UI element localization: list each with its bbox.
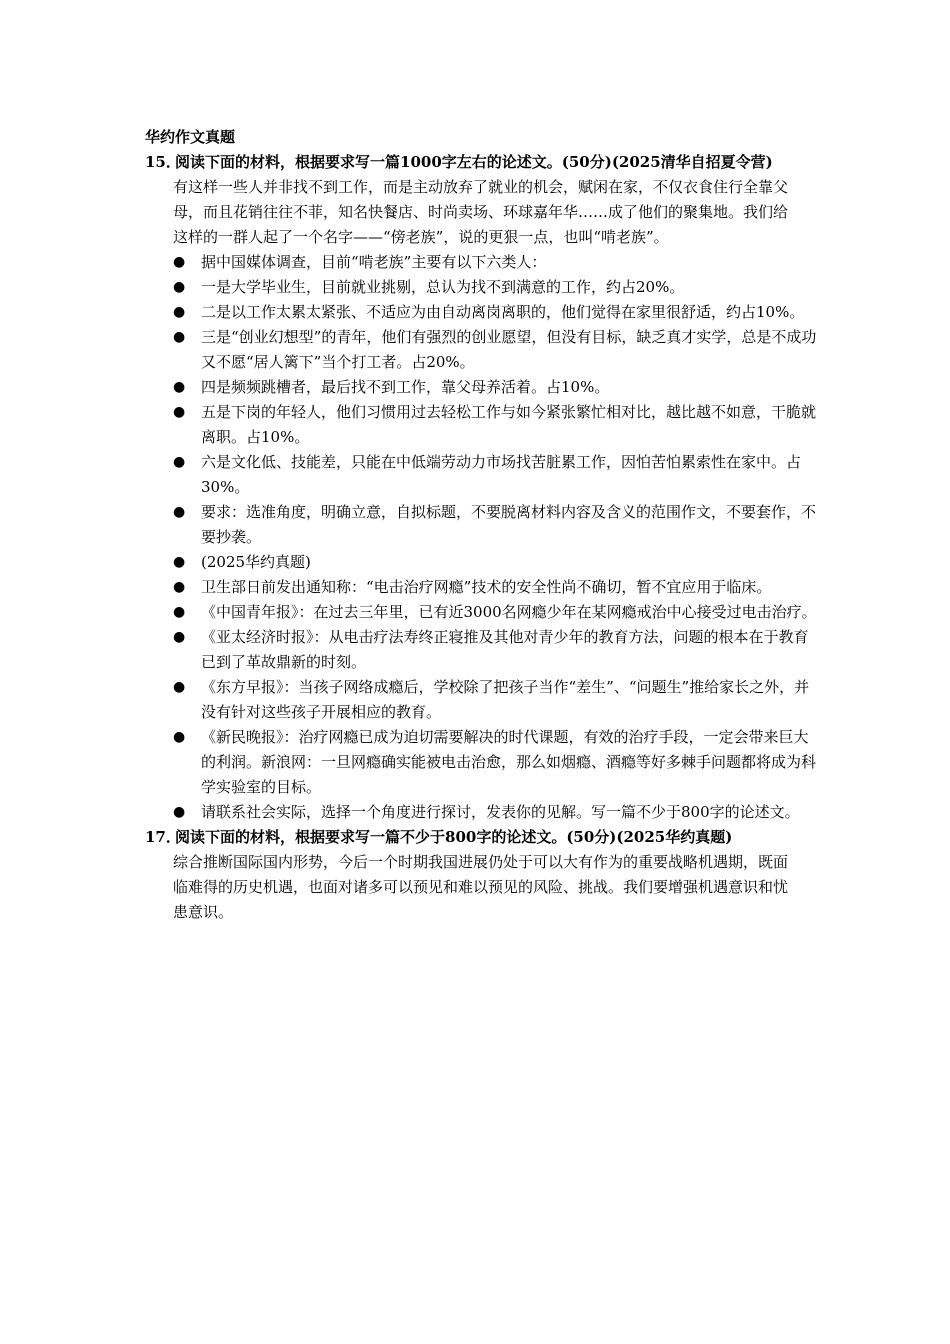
list-item: [173, 625, 817, 675]
list-item-text: 据中国媒体调查，目前“啃老族”主要有以下六类人：: [201, 253, 547, 271]
bullet-icon: ●: [173, 304, 186, 320]
list-item: [173, 575, 817, 600]
document-content: [145, 125, 817, 925]
list-item: [173, 375, 817, 400]
list-item: [173, 675, 817, 725]
bullet-icon: ●: [173, 379, 186, 395]
question-15-heading: [145, 150, 817, 175]
question-15-material: 有这样一些人并非找不到工作，而是主动放弃了就业的机会，赋闲在家，不仅衣食住行全靠父母，而且花销往往不菲，知名快餐店、时尚卖场、环球嘉年华……成了他们的聚集地。我们给这样的一群人起了一个名字——“傍老族”，说的更狠一点，也叫“啃老族”。: [173, 178, 789, 246]
list-item-text: 六是文化低、技能差，只能在中低端劳动力市场找苦脏累工作，因怕苦怕累索性在家中。占30%。: [201, 453, 802, 496]
list-item-text: 四是频频跳槽者，最后找不到工作，靠父母养活着。占10%。: [201, 378, 610, 396]
question-17-heading: [145, 825, 817, 850]
list-item-text: 三是“创业幻想型”的青年，他们有强烈的创业愿望，但没有目标，缺乏真才实学，总是不成功又不愿“居人篱下”当个打工者。占20%。: [201, 328, 817, 371]
list-item-text: 五是下岗的年轻人，他们习惯用过去轻松工作与如今紧张繁忙相对比，越比越不如意，干脆就离职。占10%。: [201, 403, 817, 446]
bullet-icon: ●: [173, 729, 186, 745]
bullet-icon: ●: [173, 629, 186, 645]
bullet-icon: ●: [173, 329, 186, 345]
question-17-prompt: 阅读下面的材料，根据要求写一篇不少于800字的论述文。(50分)(2025华约真题): [175, 828, 733, 846]
bullet-icon: ●: [173, 554, 186, 570]
question-17-material: 综合推断国际国内形势，今后一个时期我国进展仍处于可以大有作为的重要战略机遇期，既面临难得的历史机遇，也面对诸多可以预见和难以预见的风险、挑战。我们要增强机遇意识和忧患意识。: [173, 853, 789, 921]
list-item-text: 卫生部日前发出通知称：“电击治疗网瘾”技术的安全性尚不确切，暂不宜应用于临床。: [201, 578, 772, 596]
list-item-text: 请联系社会实际，选择一个角度进行探讨，发表你的见解。写一篇不少于800字的论述文。: [201, 803, 800, 821]
list-item: [173, 800, 817, 825]
list-item-text: 要求：选准角度，明确立意，自拟标题，不要脱离材料内容及含义的范围作文，不要套作，不要抄袭。: [201, 503, 817, 546]
list-item-text: 《中国青年报》：在过去三年里，已有近3000名网瘾少年在某网瘾戒治中心接受过电击治疗。: [201, 603, 817, 621]
list-item: [173, 275, 817, 300]
list-item-text: 《东方早报》：当孩子网络成瘾后，学校除了把孩子当作“差生”、“问题生”推给家长之外，并没有针对这些孩子开展相应的教育。: [201, 678, 810, 721]
bullet-icon: ●: [173, 579, 186, 595]
question-15: [145, 150, 817, 250]
question-17: [145, 825, 817, 925]
list-item-text: 二是以工作太累太紧张、不适应为由自动离岗离职的，他们觉得在家里很舒适，约占10%。: [201, 303, 805, 321]
list-item-text: 一是大学毕业生，目前就业挑剔，总认为找不到满意的工作，约占20%。: [201, 278, 685, 296]
section-title: 华约作文真题: [145, 128, 236, 146]
bullet-icon: ●: [173, 254, 186, 270]
list-item: [173, 725, 817, 800]
list-item-text: (2025华约真题): [201, 553, 311, 571]
question-15-number: 15．: [145, 153, 181, 171]
list-item: [173, 300, 817, 325]
list-item: [173, 600, 817, 625]
list-item: [173, 500, 817, 550]
bullet-icon: ●: [173, 604, 186, 620]
list-item: [173, 250, 817, 275]
question-17-number: 17．: [145, 828, 181, 846]
bullet-icon: ●: [173, 454, 186, 470]
bullet-icon: ●: [173, 504, 186, 520]
material-bullet-list: [145, 250, 817, 825]
list-item: [173, 450, 817, 500]
bullet-icon: ●: [173, 279, 186, 295]
list-item-text: 《亚太经济时报》：从电击疗法寿终正寝推及其他对青少年的教育方法，问题的根本在于教育已到了革故鼎新的时刻。: [201, 628, 809, 671]
bullet-icon: ●: [173, 404, 186, 420]
question-15-prompt: 阅读下面的材料，根据要求写一篇1000字左右的论述文。(50分)(2025清华自招夏令营): [175, 153, 773, 171]
list-item-text: 《新民晚报》：治疗网瘾已成为迫切需要解决的时代课题，有效的治疗手段，一定会带来巨大的利润。新浪网：一旦网瘾确实能被电击治愈，那么如烟瘾、酒瘾等好多棘手问题都将成为科学实验室的目标。: [201, 728, 817, 796]
bullet-icon: ●: [173, 679, 186, 695]
list-item: [173, 400, 817, 450]
bullet-icon: ●: [173, 804, 186, 820]
list-item: [173, 325, 817, 375]
list-item: [173, 550, 817, 575]
